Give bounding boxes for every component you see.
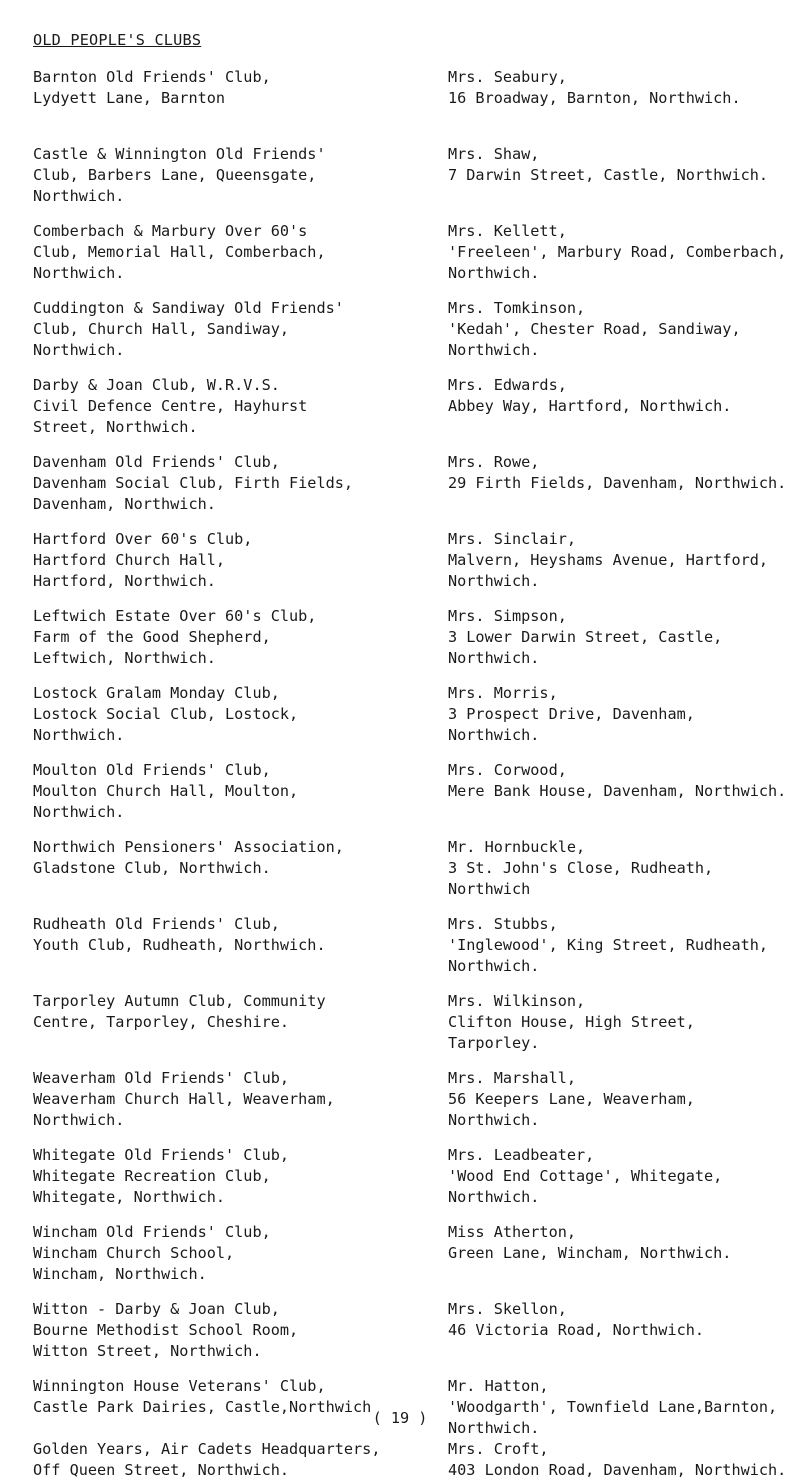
club-name-address: Barnton Old Friends' Club, Lydyett Lane, Barnton xyxy=(33,68,271,107)
club-contact: Mrs. Marshall, 56 Keepers Lane, Weaverham, Northwich. xyxy=(448,1069,695,1129)
club-contact: Mrs. Seabury, 16 Broadway, Barnton, Northwich. xyxy=(448,68,741,107)
club-name-address: Lostock Gralam Monday Club, Lostock Social Club, Lostock, Northwich. xyxy=(33,684,299,744)
club-contact: Mrs. Stubbs, 'Inglewood', King Street, Rudheath, Northwich. xyxy=(448,915,769,975)
club-name-address: Rudheath Old Friends' Club, Youth Club, Rudheath, Northwich. xyxy=(33,915,326,954)
club-contact: Mrs. Wilkinson, Clifton House, High Street, Tarporley. xyxy=(448,992,695,1052)
club-contact: Mrs. Edwards, Abbey Way, Hartford, Northwich. xyxy=(448,376,732,415)
club-contact: Mrs. Kellett, 'Freeleen', Marbury Road, Comberbach, Northwich. xyxy=(448,222,787,282)
club-entry xyxy=(33,1299,793,1362)
club-entry xyxy=(33,606,793,669)
club-contact: Mrs. Tomkinson, 'Kedah', Chester Road, Sandiway, Northwich. xyxy=(448,299,741,359)
club-name-address: Comberbach & Marbury Over 60's Club, Memorial Hall, Comberbach, Northwich. xyxy=(33,222,326,282)
club-name-address: Winnington House Veterans' Club, Castle Park Dairies, Castle,Northwich xyxy=(33,1377,372,1416)
club-name-address: Leftwich Estate Over 60's Club, Farm of the Good Shepherd, Leftwich, Northwich. xyxy=(33,607,317,667)
club-contact: Mrs. Croft, 403 London Road, Davenham, Northwich. xyxy=(448,1440,787,1479)
club-entry xyxy=(33,375,793,438)
club-contact: Mrs. Rowe, 29 Firth Fields, Davenham, Northwich. xyxy=(448,453,787,492)
club-entry xyxy=(33,529,793,592)
club-contact: Mrs. Skellon, 46 Victoria Road, Northwich. xyxy=(448,1300,705,1339)
club-name-address: Tarporley Autumn Club, Community Centre, Tarporley, Cheshire. xyxy=(33,992,326,1031)
club-contact: Mr. Hornbuckle, 3 St. John's Close, Rudheath, Northwich xyxy=(448,838,714,898)
club-contact: Mrs. Shaw, 7 Darwin Street, Castle, Northwich. xyxy=(448,145,769,184)
club-name-address: Moulton Old Friends' Club, Moulton Church Hall, Moulton, Northwich. xyxy=(33,761,299,821)
club-name-address: Northwich Pensioners' Association, Gladstone Club, Northwich. xyxy=(33,838,344,877)
club-contact: Mrs. Morris, 3 Prospect Drive, Davenham, Northwich. xyxy=(448,684,695,744)
club-name-address: Cuddington & Sandiway Old Friends' Club, Church Hall, Sandiway, Northwich. xyxy=(33,299,344,359)
club-name-address: Weaverham Old Friends' Club, Weaverham Church Hall, Weaverham, Northwich. xyxy=(33,1069,335,1129)
club-entry xyxy=(33,837,793,900)
club-contact: Mrs. Leadbeater, 'Wood End Cottage', Whitegate, Northwich. xyxy=(448,1146,723,1206)
page-heading: OLD PEOPLE'S CLUBS xyxy=(33,31,202,49)
club-list xyxy=(33,67,793,1481)
club-entry xyxy=(33,760,793,823)
club-entry xyxy=(33,67,793,130)
club-entry xyxy=(33,298,793,361)
club-entry xyxy=(33,221,793,284)
club-contact: Mr. Hatton, 'Woodgarth', Townfield Lane,Barnton, Northwich. xyxy=(448,1377,778,1437)
club-entry xyxy=(33,914,793,977)
club-name-address: Castle & Winnington Old Friends' Club, Barbers Lane, Queensgate, Northwich. xyxy=(33,145,326,205)
club-name-address: Davenham Old Friends' Club, Davenham Social Club, Firth Fields, Davenham, Northwich. xyxy=(33,453,354,513)
club-entry xyxy=(33,991,793,1054)
club-entry xyxy=(33,1145,793,1208)
club-name-address: Whitegate Old Friends' Club, Whitegate Recreation Club, Whitegate, Northwich. xyxy=(33,1146,290,1206)
club-name-address: Wincham Old Friends' Club, Wincham Church School, Wincham, Northwich. xyxy=(33,1223,271,1283)
club-contact: Mrs. Simpson, 3 Lower Darwin Street, Castle, Northwich. xyxy=(448,607,723,667)
club-contact: Mrs. Sinclair, Malvern, Heyshams Avenue, Hartford, Northwich. xyxy=(448,530,769,590)
club-entry xyxy=(33,1222,793,1285)
club-contact: Mrs. Corwood, Mere Bank House, Davenham, Northwich. xyxy=(448,761,787,800)
club-entry xyxy=(33,1068,793,1131)
club-contact: Miss Atherton, Green Lane, Wincham, Northwich. xyxy=(448,1223,732,1262)
club-entry xyxy=(33,683,793,746)
club-name-address: Golden Years, Air Cadets Headquarters, Off Queen Street, Northwich. xyxy=(33,1440,381,1479)
club-entry xyxy=(33,1439,793,1481)
club-name-address: Witton - Darby & Joan Club, Bourne Methodist School Room, Witton Street, Northwich. xyxy=(33,1300,299,1360)
page-number: ( 19 ) xyxy=(372,1409,428,1427)
club-name-address: Darby & Joan Club, W.R.V.S. Civil Defence Centre, Hayhurst Street, Northwich. xyxy=(33,376,308,436)
club-entry xyxy=(33,452,793,515)
club-name-address: Hartford Over 60's Club, Hartford Church Hall, Hartford, Northwich. xyxy=(33,530,253,590)
club-entry xyxy=(33,144,793,207)
